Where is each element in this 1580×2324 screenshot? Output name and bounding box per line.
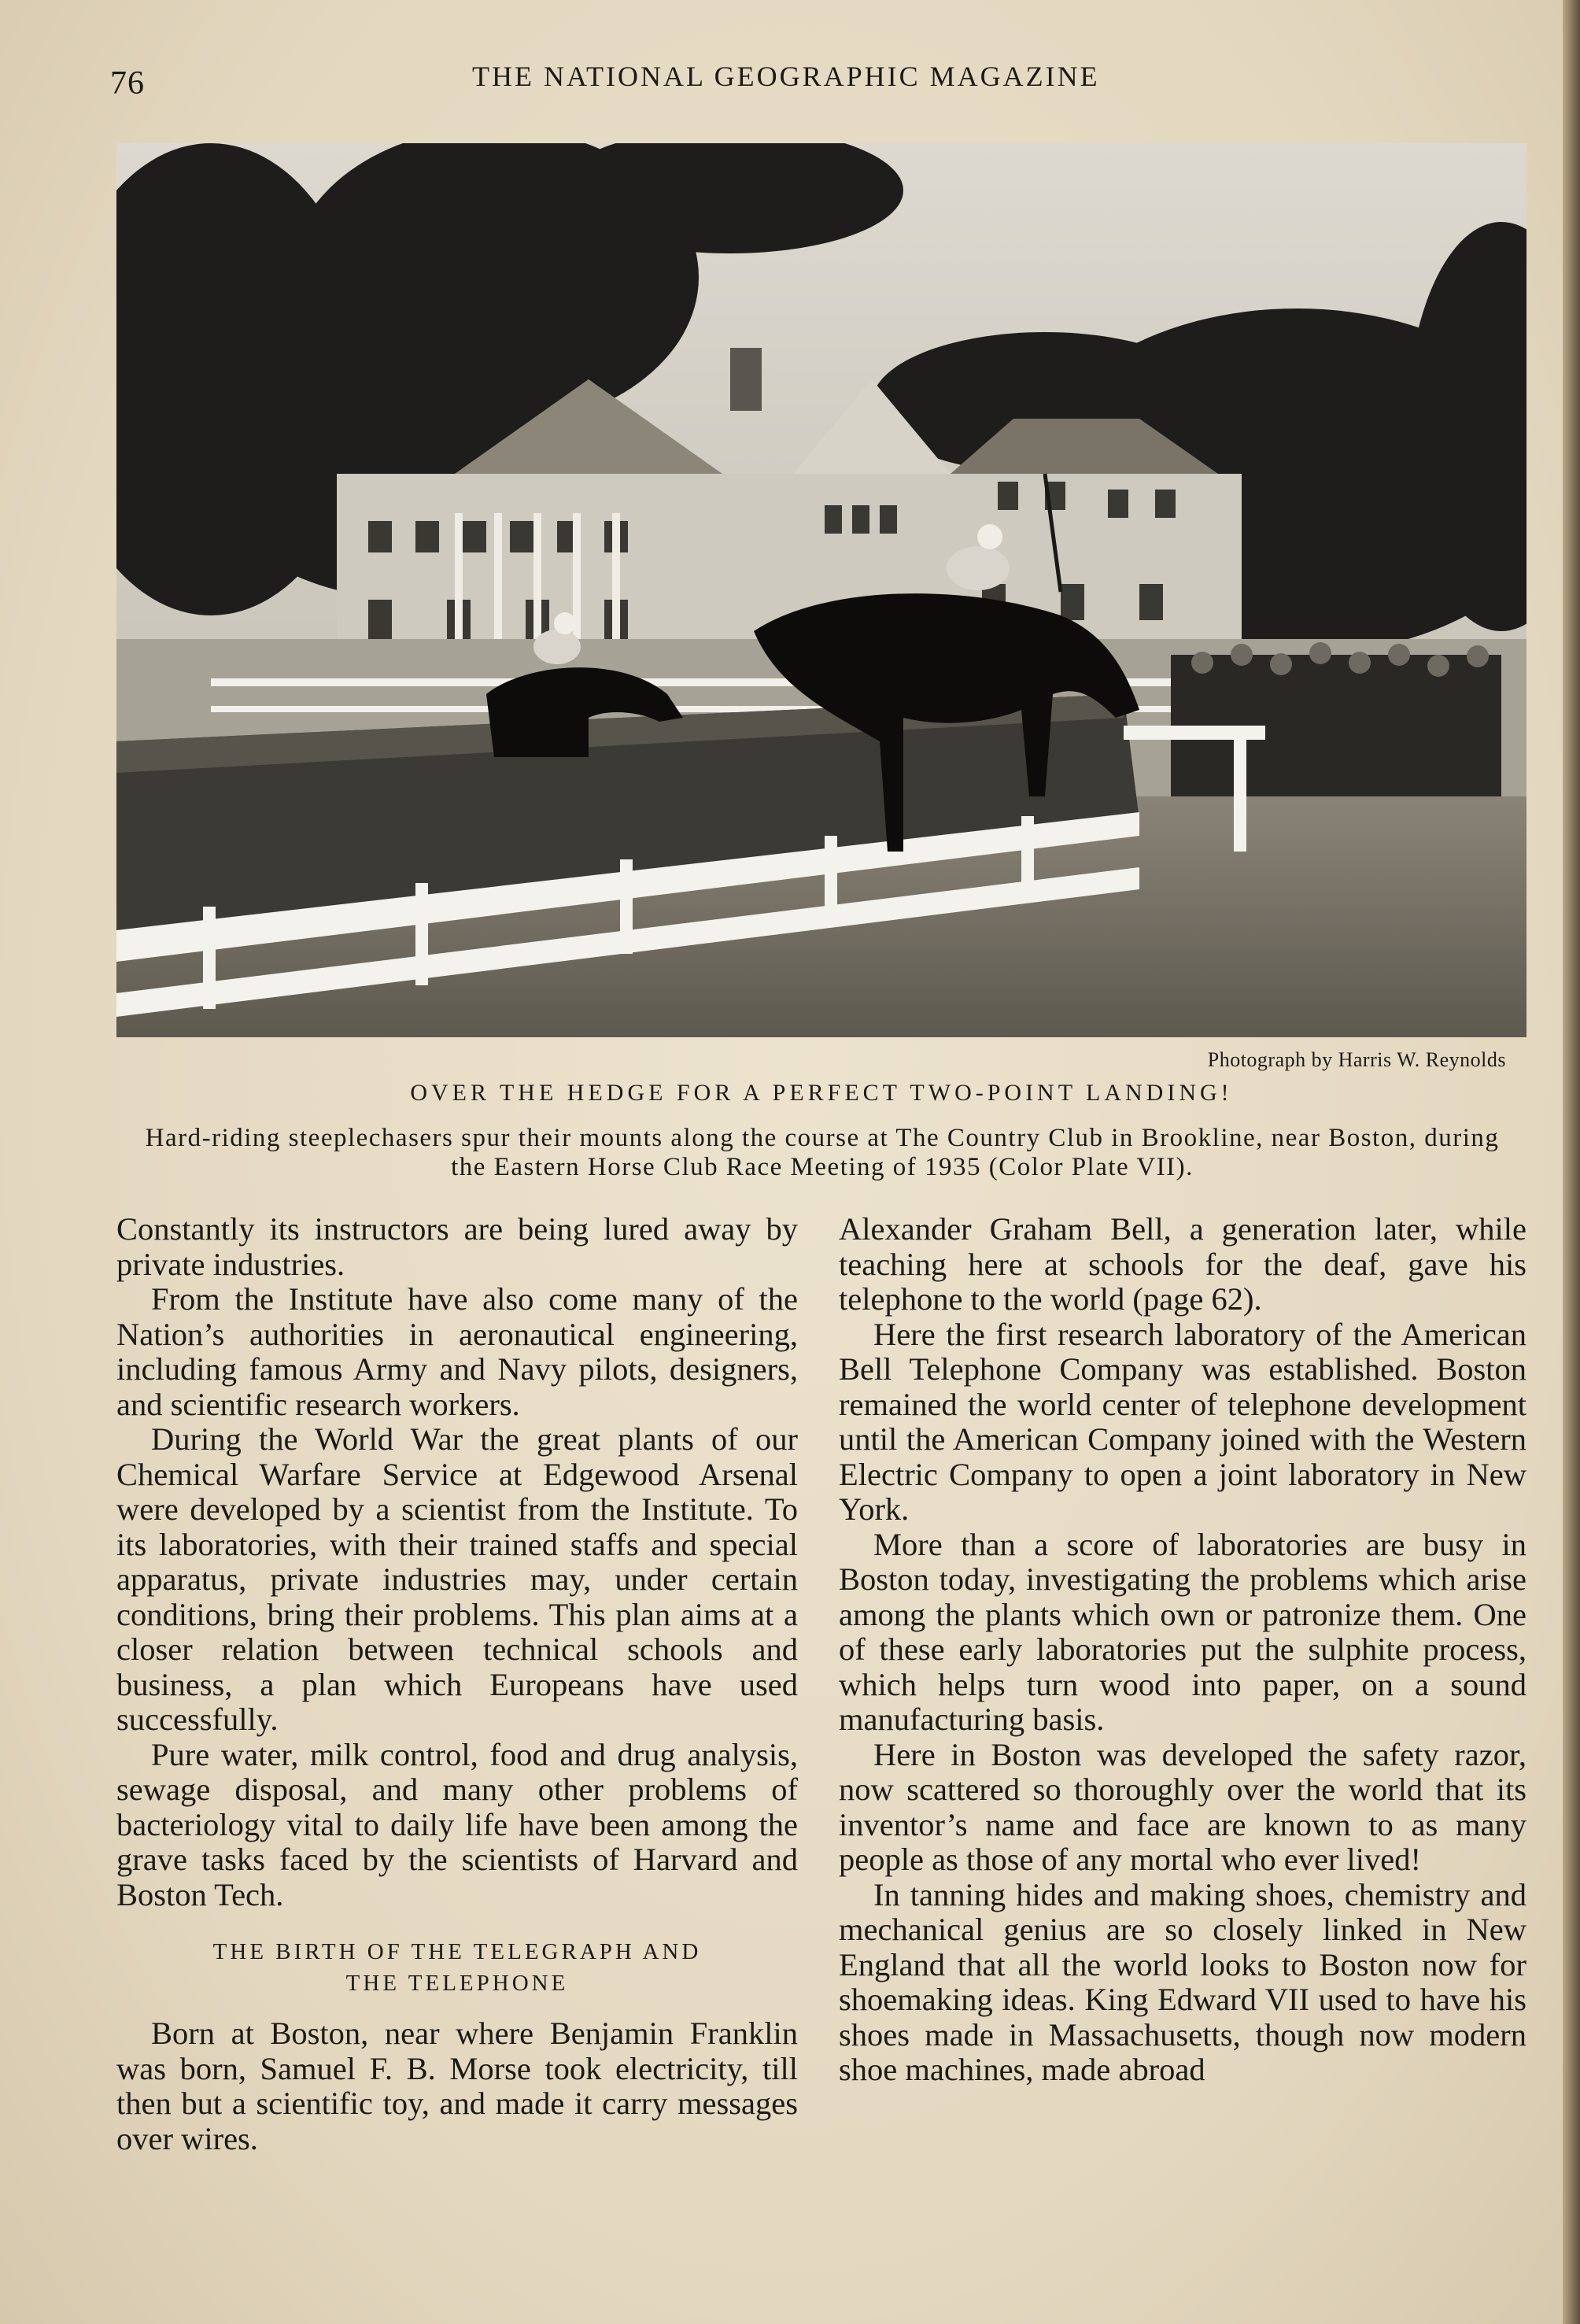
steeplechase-photograph <box>116 143 1526 1037</box>
paragraph: More than a score of laboratories are busy in Boston today, investigating the problems which arise among the plants which own or patronize them. One of these early laboratories put the sulphite process, which helps turn wood into paper, on a sound manufacturing basis. <box>839 1526 1526 1737</box>
paragraph: Pure water, milk control, food and drug analysis, sewage disposal, and many other problems of bacteriology vital to daily life have been among the grave tasks faced by the scientists of Harvard and Boston Tech. <box>116 1736 798 1912</box>
left-text-column <box>116 1212 798 2156</box>
paragraph: From the Institute have also come many of the Nation’s authorities in aeronautical engineering, including famous Army and Navy pilots, designers, and scientific research workers. <box>116 1281 798 1422</box>
paragraph: Here the first research laboratory of the American Bell Telephone Company was established. Boston remained the world center of telephone development until the American Company joined with the Western Electric Company to open a joint laboratory in New York. <box>839 1316 1526 1527</box>
page-header <box>110 57 1526 104</box>
running-title: THE NATIONAL GEOGRAPHIC MAGAZINE <box>472 61 1100 92</box>
section-heading <box>116 1936 798 1999</box>
photo-credit: Photograph by Harris W. Reynolds <box>1207 1048 1506 1071</box>
paragraph: Alexander Graham Bell, a generation later, while teaching here at schools for the deaf, gave his telephone to the world (page 62). <box>839 1211 1526 1317</box>
paragraph: Constantly its instructors are being lured away by private industries. <box>116 1211 798 1282</box>
caption-title: OVER THE HEDGE FOR A PERFECT TWO-POINT LANDING! <box>410 1080 1233 1106</box>
paragraph: In tanning hides and making shoes, chemistry and mechanical genius are so closely linked in New England that all the world looks to Boston now for shoemaking ideas. King Edward VII used to have his shoes made in Massachusetts, though now modern shoe machines, made abroad <box>839 1876 1526 2087</box>
paragraph: Here in Boston was developed the safety razor, now scattered so thoroughly over the world that its inventor’s name and face are known to as many people as those of any mortal who ever lived! <box>839 1736 1526 1877</box>
binding-edge-shadow <box>1563 0 1580 2324</box>
section-heading-line: THE TELEPHONE <box>345 1971 569 1996</box>
right-text-column <box>839 1212 1526 2088</box>
page-number: 76 <box>110 65 145 102</box>
paragraph: During the World War the great plants of our Chemical Warfare Service at Edgewood Arsenal were developed by a scientist from the Institute. To its laboratories, with their trained staffs and special apparatus, private industries may, under certain conditions, bring their problems. This plan aims at a closer relation between technical schools and business, a plan which Europeans have used successfully. <box>116 1421 798 1737</box>
caption-body: Hard-riding steeplechasers spur their mounts along the course at The Country Club in Brookline, near Boston, during the Eastern Horse Club Race Meeting of 1935 (Color Plate VII). <box>145 1124 1500 1181</box>
paragraph: Born at Boston, near where Benjamin Franklin was born, Samuel F. B. Morse took electricity, till then but a scientific toy, and made it carry messages over wires. <box>116 2015 798 2156</box>
section-heading-line: THE BIRTH OF THE TELEGRAPH AND <box>212 1939 702 1964</box>
